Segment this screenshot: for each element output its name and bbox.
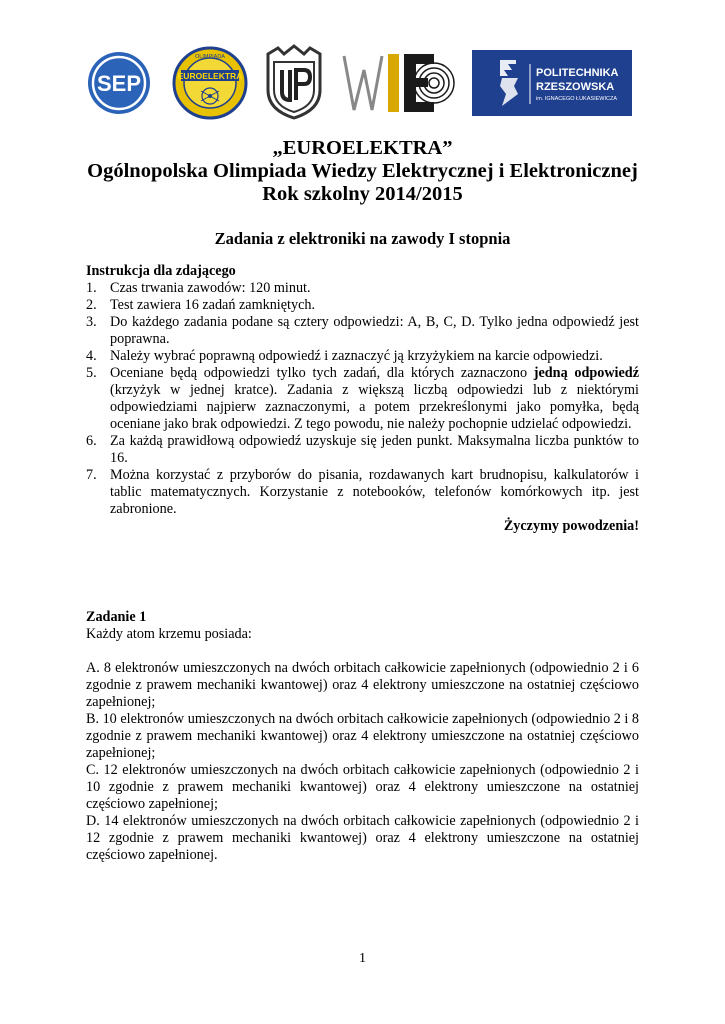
pr-logo-name: POLITECHNIKA [536, 67, 619, 79]
instruction-item: 7. Można korzystać z przyborów do pisania, rozdawanych kart brudnopisu, kalkulatorów i tablic matematycznych. Korzystanie z notebooków, telefonów komórkowych itp. jest zabronione. [86, 467, 639, 517]
pr-logo-patron: im. IGNACEGO ŁUKASIEWICZA [536, 96, 617, 102]
task-1-answer-d: D. 14 elektronów umieszczonych na dwóch orbitach całkowicie zapełnionych (odpowiednio 2 i 12 zgodnie z prawem mechaniki kwantowej) oraz 4 elektrony umieszczone na ostatniej częściowo zapełnionej. [86, 813, 639, 863]
title-line-2: Ogólnopolska Olimpiada Wiedzy Elektrycznej i Elektronicznej [87, 160, 638, 182]
olimpiada-logo-text: OLIMPIADA [195, 54, 225, 60]
politechnika-rzeszowska-logo [472, 50, 632, 116]
instructions-list [86, 280, 639, 518]
logo-bar [0, 44, 725, 124]
university-shield-logo [262, 44, 326, 120]
page-number: 1 [359, 951, 366, 966]
document-subtitle: Zadania z elektroniki na zawody I stopnia [214, 229, 511, 248]
instruction-item: 4. Należy wybrać poprawną odpowiedź i zaznaczyć ją krzyżykiem na karcie odpowiedzi. [86, 348, 603, 364]
task-1-answer-a: A. 8 elektronów umieszczonych na dwóch orbitach całkowicie zapełnionych (odpowiednio 2 i 6 zgodnie z prawem mechaniki kwantowej) oraz 4 elektrony umieszczone na ostatniej częściowo zapełnionej; [86, 660, 639, 710]
instructions-section [86, 263, 639, 535]
sep-logo [86, 50, 152, 116]
wie-logo [342, 48, 456, 118]
title-line-3: Rok szkolny 2014/2015 [262, 183, 463, 205]
instruction-item: 5. Oceniane będą odpowiedzi tylko tych zadań, dla których zaznaczono jedną odpowiedź (krzyżyk w jednej kratce). Zadania z większą liczbą odpowiedzi lub z niektórymi odpowiedziami najpierw zaznaczonymi, a potem przekreślonymi jako pomyłka, będą oceniane jako brak odpowiedzi. Z tego powodu, nie należy pochopnie udzielać odpowiedzi. [86, 365, 639, 432]
task-1-answer-b: B. 10 elektronów umieszczonych na dwóch orbitach całkowicie zapełnionych (odpowiednio 2 i 8 zgodnie z prawem mechaniki kwantowej) oraz 4 elektrony umieszczone na ostatniej częściowo zapełnionej; [86, 711, 639, 761]
instruction-item: 1. Czas trwania zawodów: 120 minut. [86, 280, 311, 296]
title-line-1: „EUROELEKTRA” [272, 137, 453, 159]
instructions-heading: Instrukcja dla zdającego [86, 263, 236, 279]
task-1-section [86, 609, 639, 864]
task-1-answer-c: C. 12 elektronów umieszczonych na dwóch orbitach całkowicie zapełnionych (odpowiednio 2 i 10 zgodnie z prawem mechaniki kwantowej) oraz 4 elektrony umieszczone na ostatniej częściowo zapełnionej; [86, 762, 639, 812]
euroelektra-logo [172, 46, 248, 120]
sep-logo-text: SEP [96, 71, 142, 96]
document-title [0, 137, 725, 206]
instruction-item: 2. Test zawiera 16 zadań zamkniętych. [86, 297, 316, 313]
emphasis-one-answer: jedną odpowiedź [533, 365, 639, 381]
task-1-heading: Zadanie 1 [86, 609, 147, 625]
instruction-item: 6. Za każdą prawidłową odpowiedź uzyskuje się jeden punkt. Maksymalna liczba punktów to 16. [86, 433, 639, 466]
euroelektra-logo-text: EUROELEKTRA [177, 71, 243, 81]
instruction-item: 3. Do każdego zadania podane są cztery odpowiedzi: A, B, C, D. Tylko jedna odpowiedź jest poprawna. [86, 314, 639, 347]
good-luck-message: Życzymy powodzenia! [503, 518, 639, 534]
pr-logo-city: RZESZOWSKA [536, 81, 615, 93]
task-1-question: Każdy atom krzemu posiada: [86, 626, 252, 642]
